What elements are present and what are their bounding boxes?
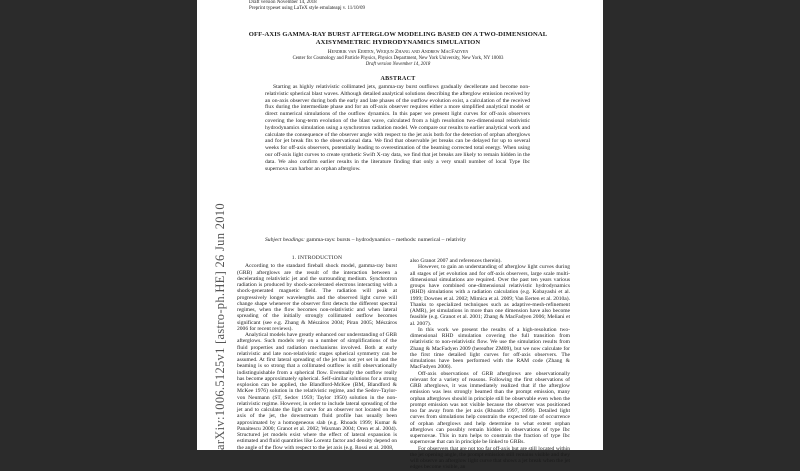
paragraph: However, to gain an understanding of afterglow light curves during all stages of jet evolution and for off-axis observers, large scale multi-dimensional simulations are required. Over the past ten years various groups have combined one-dimensional relativistic hydrodynamics (RHD) simulations with a radiation calculation (e.g. Kobayashi et al. 1999; Downes et al. 2002; Mimica et al. 2009; Van Eerten et al. 2010a). Thanks to specialized techniques such as adaptive-mesh-refinement (AMR), jet simulations in more than one dimension have also become feasible (e.g. Granot et al. 2001; Zhang & MacFadyen 2006; Meliani et al. 2007). (410, 264, 570, 327)
abstract-text: Starting as highly relativistic collimated jets, gamma-ray burst outflows gradually decellerate and become non-relativistic spherical blast waves. Although detailed analytical solutions describing the afterglow emission received by an on-axis observer during both the early and late phases of the outflow evolution exist, a calculation of the received flux during the intermediate phase and for an off-axis observer requires either a more simplified analytical model or direct numerical simulations of the outflow dynamics. In this paper we present light curves for off-axis observers covering the long-term evolution of the blast wave, calculated from a high resolution two-dimensional relativistic hydrodynamics simulation using a synchrotron radiation model. We compare our results to earlier analytical work and calculate the consequence of the observer angle with respect to the jet axis both for the detection of orphan afterglows and for jet break fits to the observational data. We find that observable jet breaks can be delayed for up to several weeks for off-axis observers, potentially leading to overestimation of the beaming corrected total energy. When using our off-axis light curves to create synthetic Swift X-ray data, we find that jet breaks are likely to remain hidden in the data. We also confirm earlier results in the literature finding that only a very small number of local Type Ibc supernova can harbor an orphan afterglow. (265, 84, 530, 172)
preprint-line: Preprint typeset using LaTeX style emulateapj v. 11/10/09 (249, 6, 366, 12)
draft-version: Draft version November 14, 2018 (365, 62, 431, 67)
paper-title: OFF-AXIS GAMMA-RAY BURST AFTERGLOW MODELING BASED ON A TWO-DIMENSIONAL AXISYMMETRIC HYDRODYNAMICS SIMULATION (248, 31, 548, 46)
section-heading-introduction: 1. INTRODUCTION (291, 255, 343, 261)
keywords-label: Subject headings: (265, 237, 305, 243)
keywords-text: gamma-rays: bursts – hydrodynamics – methods: numerical – relativity (304, 237, 467, 243)
paper-authors: Hendrik van Eerten, Weiqun Zhang and Andrew MacFadyen (327, 49, 469, 55)
paragraph: In this work we present the results of a high-resolution two-dimensional RHD simulation covering the full transition from relativistic to non-relativistic flow. We use the simulation results from Zhang & MacFadyen 2009 (hereafter ZM09), but we now calculate for the first time detailed light curves for off-axis observers. The simulations have been performed with the RAM code (Zhang & MacFadyen 2006). (410, 326, 570, 371)
right-column (410, 258, 570, 471)
subject-headings (265, 237, 530, 244)
paragraph: also Granot 2007 and references therein). (410, 258, 502, 264)
paper-page (197, 0, 603, 471)
paragraph: For observers that are not too far off-axis but are still located within the jet opening angle, the prompt emission still remains visible and they will observe an afterglow light curve that shows a jet break when the jet edges become visible, an (410, 445, 570, 471)
author-affiliation: Center for Cosmology and Particle Physics, Physics Department, New York University, New York, NY 10003 (292, 56, 504, 61)
paragraph: According to the standard fireball shock model, gamma-ray burst (GRB) afterglows are the result of the interaction between a decelerating relativistic jet and the surrounding medium. Synchrotron radiation is produced by shock-accelerated electrons interacting with a shock-generated magnetic field. The radiation will peak at progressively longer wavelengths and the observed light curve will change shape whenever the observer first detects the different spectral regimes, when the flow becomes non-relativistic and when lateral spreading of the initially strongly collimated outflow becomes significant (see e.g. Zhang & Mészáros 2004; Piran 2005; Mészáros 2006 for recent reviews). (237, 263, 397, 332)
paragraph: Analytical models have greatly enhanced our understanding of GRB afterglows. Such models rely on a number of simplifications of the fluid properties and radiation mechanisms involved. Both at early relativistic and late non-relativistic stages spherical symmetry can be assumed. At first lateral spreading of the jet has not yet set in and the beaming is so strong that a collimated outflow is still observationally indistinguishable from a spherical flow. Eventually the outflow really has become approximately spherical. Self-similar solutions for a strong explosion can be applied, the Blandford-McKee (BM, Blandford & McKee 1976) solution in the relativistic regime, and the Sedov-Taylor-von Neumann (ST, Sedov 1959; Taylor 1950) solution in the non-relativistic regime. However, in order to include lateral spreading of the jet and to calculate the light curve for an observer not located on the axis of the jet, the downstream fluid profile has usually been approximated by a homogeneous slab (e.g. Rhoads 1999; Kumar & Panaitescu 2000; Granot et al. 2002; Waxman 2004; Oren et al. 2004). Structured jet models exist where the effect of lateral expansion is estimated and fluid quantities like Lorentz factor and density depend on the angle of the flow with respect to the jet axis (e.g. Rossi et al. 2008, (237, 332, 397, 451)
arxiv-identifier-stamp: arXiv:1006.5125v1 [astro-ph.HE] 26 Jun 2010 (213, 203, 227, 450)
paragraph: Off-axis observations of GRB afterglows are observationally relevant for a variety of reasons. Following the first observations of GRB afterglows, it was immediately realized that if the afterglow emission was less strongly beamed than the prompt emission, many orphan afterglows should in principle still be observable even when the prompt emission was not visible because the observer was positioned too far away from the jet axis (Rhoads 1997, 1999). Detailed light curves from simulations help constrain the expected rate of occurrence of orphan afterglows and help determine to what extent orphan afterglows can possibly remain hidden in observations of type Ibc supernovae. This in turn helps to constrain the fraction of type Ibc supernovae that can in principle be linked to GRBs. (410, 370, 570, 446)
draft-line: Draft version November 14, 2018 (249, 0, 317, 5)
left-column (237, 255, 397, 451)
abstract-heading: ABSTRACT (380, 76, 416, 82)
running-header (249, 0, 365, 12)
